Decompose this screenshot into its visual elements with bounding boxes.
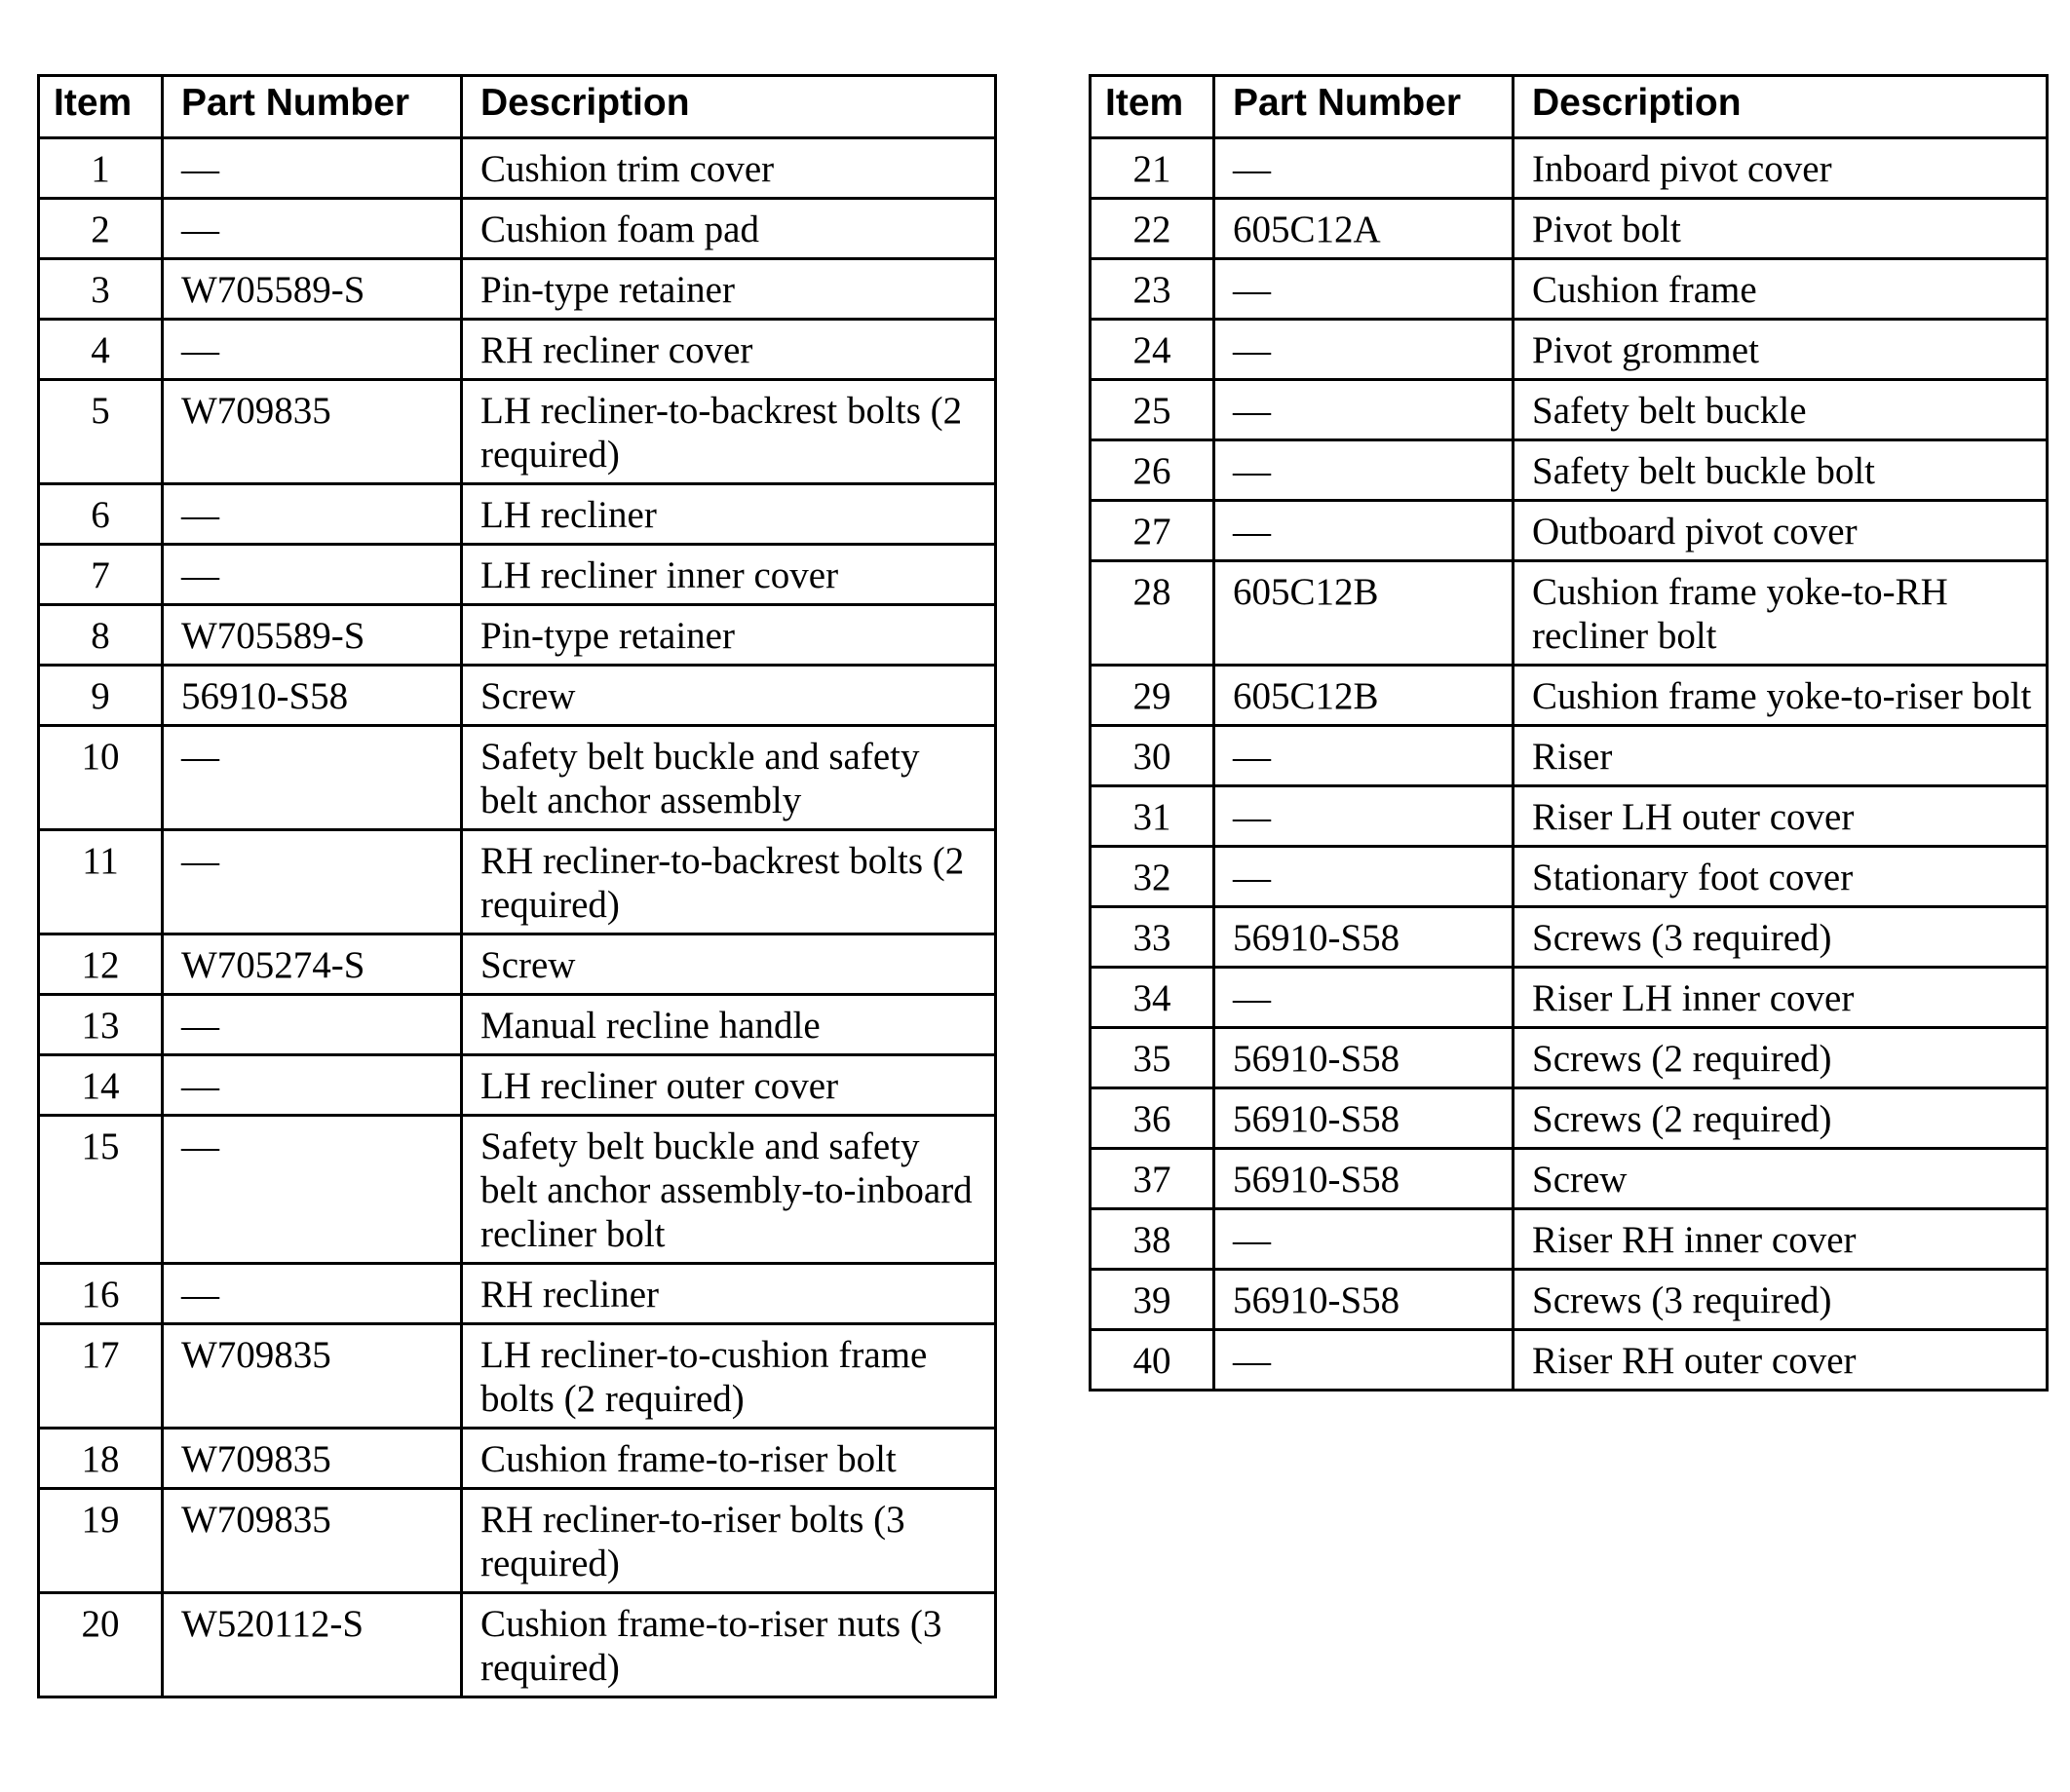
table-row [1091, 1270, 2048, 1330]
table-row [39, 1324, 996, 1429]
header-part-number: Part Number [1214, 76, 1514, 138]
part-number-cell: — [163, 1264, 462, 1324]
part-number-cell: — [163, 320, 462, 380]
item-cell: 9 [39, 666, 163, 726]
item-cell: 27 [1091, 501, 1214, 561]
description-cell: Safety belt buckle [1514, 380, 2048, 440]
item-cell: 35 [1091, 1028, 1214, 1088]
part-number-cell: — [163, 830, 462, 934]
part-number-cell: — [1214, 1330, 1514, 1391]
description-cell: Outboard pivot cover [1514, 501, 2048, 561]
description-cell: Manual recline handle [462, 995, 996, 1055]
header-part-number: Part Number [163, 76, 462, 138]
table-row [39, 995, 996, 1055]
description-cell: Cushion frame yoke-to-RH recliner bolt [1514, 561, 2048, 666]
part-number-cell: — [163, 199, 462, 259]
description-cell: LH recliner-to-cushion frame bolts (2 required) [462, 1324, 996, 1429]
part-number-cell: W709835 [163, 1489, 462, 1593]
item-cell: 15 [39, 1116, 163, 1264]
table-row [39, 1264, 996, 1324]
description-cell: LH recliner outer cover [462, 1055, 996, 1116]
description-cell: Pivot bolt [1514, 199, 2048, 259]
description-cell: Cushion frame-to-riser nuts (3 required) [462, 1593, 996, 1697]
part-number-cell: 56910-S58 [1214, 1088, 1514, 1149]
table-row [39, 726, 996, 830]
table-row [39, 1429, 996, 1489]
table-row [1091, 1088, 2048, 1149]
table-row [1091, 1028, 2048, 1088]
item-cell: 32 [1091, 847, 1214, 907]
description-cell: Screw [462, 666, 996, 726]
description-cell: Screw [1514, 1149, 2048, 1209]
item-cell: 26 [1091, 440, 1214, 501]
part-number-cell: — [1214, 320, 1514, 380]
part-number-cell: 56910-S58 [1214, 907, 1514, 968]
table-row [1091, 847, 2048, 907]
item-cell: 28 [1091, 561, 1214, 666]
part-number-cell: — [1214, 726, 1514, 786]
item-cell: 17 [39, 1324, 163, 1429]
description-cell: Cushion frame [1514, 259, 2048, 320]
description-cell: Screws (3 required) [1514, 907, 2048, 968]
item-cell: 33 [1091, 907, 1214, 968]
part-number-cell: 56910-S58 [1214, 1270, 1514, 1330]
description-cell: RH recliner [462, 1264, 996, 1324]
description-cell: Stationary foot cover [1514, 847, 2048, 907]
description-cell: Inboard pivot cover [1514, 138, 2048, 199]
item-cell: 39 [1091, 1270, 1214, 1330]
table-row [39, 1055, 996, 1116]
description-cell: Pivot grommet [1514, 320, 2048, 380]
description-cell: Riser LH outer cover [1514, 786, 2048, 847]
part-number-cell: 605C12A [1214, 199, 1514, 259]
description-cell: LH recliner inner cover [462, 545, 996, 605]
item-cell: 13 [39, 995, 163, 1055]
item-cell: 40 [1091, 1330, 1214, 1391]
item-cell: 20 [39, 1593, 163, 1697]
description-cell: RH recliner-to-riser bolts (3 required) [462, 1489, 996, 1593]
table-row [39, 605, 996, 666]
description-cell: Cushion frame-to-riser bolt [462, 1429, 996, 1489]
table-row [1091, 199, 2048, 259]
item-cell: 10 [39, 726, 163, 830]
parts-table-right [1089, 74, 2049, 1392]
table-row [1091, 1209, 2048, 1270]
part-number-cell: 605C12B [1214, 666, 1514, 726]
part-number-cell: W705274-S [163, 934, 462, 995]
part-number-cell: — [1214, 786, 1514, 847]
part-number-cell: W709835 [163, 1324, 462, 1429]
part-number-cell: — [1214, 501, 1514, 561]
description-cell: Pin-type retainer [462, 259, 996, 320]
part-number-cell: 56910-S58 [1214, 1149, 1514, 1209]
table-row [39, 259, 996, 320]
description-cell: Safety belt buckle and safety belt anchor assembly [462, 726, 996, 830]
item-cell: 4 [39, 320, 163, 380]
item-cell: 25 [1091, 380, 1214, 440]
part-number-cell: — [1214, 380, 1514, 440]
description-cell: Screw [462, 934, 996, 995]
part-number-cell: — [163, 484, 462, 545]
item-cell: 21 [1091, 138, 1214, 199]
description-cell: Safety belt buckle bolt [1514, 440, 2048, 501]
item-cell: 3 [39, 259, 163, 320]
table-row [1091, 380, 2048, 440]
part-number-cell: 56910-S58 [163, 666, 462, 726]
part-number-cell: — [1214, 440, 1514, 501]
table-row [39, 830, 996, 934]
description-cell: Screws (2 required) [1514, 1088, 2048, 1149]
item-cell: 5 [39, 380, 163, 484]
part-number-cell: W709835 [163, 380, 462, 484]
table-row [1091, 440, 2048, 501]
table-row [39, 666, 996, 726]
table-row [1091, 786, 2048, 847]
table-row [1091, 561, 2048, 666]
table-row [1091, 138, 2048, 199]
table-row [1091, 320, 2048, 380]
table-row [39, 934, 996, 995]
table-row [1091, 1330, 2048, 1391]
table-row [39, 320, 996, 380]
item-cell: 14 [39, 1055, 163, 1116]
description-cell: Riser [1514, 726, 2048, 786]
table-row [1091, 1149, 2048, 1209]
description-cell: RH recliner-to-backrest bolts (2 required) [462, 830, 996, 934]
description-cell: Cushion foam pad [462, 199, 996, 259]
item-cell: 38 [1091, 1209, 1214, 1270]
item-cell: 36 [1091, 1088, 1214, 1149]
description-cell: Screws (2 required) [1514, 1028, 2048, 1088]
item-cell: 34 [1091, 968, 1214, 1028]
description-cell: Riser RH inner cover [1514, 1209, 2048, 1270]
description-cell: Safety belt buckle and safety belt anchor assembly-to-inboard recliner bolt [462, 1116, 996, 1264]
item-cell: 6 [39, 484, 163, 545]
part-number-cell: 605C12B [1214, 561, 1514, 666]
part-number-cell: — [163, 726, 462, 830]
part-number-cell: — [163, 1116, 462, 1264]
item-cell: 11 [39, 830, 163, 934]
table-row [39, 1116, 996, 1264]
table-row [39, 1489, 996, 1593]
table-row [1091, 907, 2048, 968]
item-cell: 37 [1091, 1149, 1214, 1209]
description-cell: LH recliner [462, 484, 996, 545]
item-cell: 1 [39, 138, 163, 199]
header-item: Item [1091, 76, 1214, 138]
part-number-cell: — [1214, 259, 1514, 320]
description-cell: Pin-type retainer [462, 605, 996, 666]
parts-table-left [37, 74, 997, 1698]
item-cell: 18 [39, 1429, 163, 1489]
item-cell: 23 [1091, 259, 1214, 320]
header-row [39, 76, 996, 138]
description-cell: Riser RH outer cover [1514, 1330, 2048, 1391]
part-number-cell: W705589-S [163, 259, 462, 320]
table-row [39, 138, 996, 199]
description-cell: Screws (3 required) [1514, 1270, 2048, 1330]
part-number-cell: — [1214, 1209, 1514, 1270]
part-number-cell: — [1214, 968, 1514, 1028]
item-cell: 22 [1091, 199, 1214, 259]
table-row [39, 199, 996, 259]
header-row [1091, 76, 2048, 138]
header-description: Description [1514, 76, 2048, 138]
table-row [1091, 666, 2048, 726]
item-cell: 19 [39, 1489, 163, 1593]
table-row [1091, 259, 2048, 320]
table-row [1091, 501, 2048, 561]
part-number-cell: W705589-S [163, 605, 462, 666]
part-number-cell: — [163, 995, 462, 1055]
header-description: Description [462, 76, 996, 138]
item-cell: 8 [39, 605, 163, 666]
description-cell: Cushion trim cover [462, 138, 996, 199]
part-number-cell: — [1214, 847, 1514, 907]
table-row [39, 484, 996, 545]
item-cell: 24 [1091, 320, 1214, 380]
item-cell: 30 [1091, 726, 1214, 786]
table-row [39, 380, 996, 484]
part-number-cell: — [163, 545, 462, 605]
description-cell: RH recliner cover [462, 320, 996, 380]
part-number-cell: — [163, 138, 462, 199]
item-cell: 29 [1091, 666, 1214, 726]
part-number-cell: W709835 [163, 1429, 462, 1489]
description-cell: LH recliner-to-backrest bolts (2 required) [462, 380, 996, 484]
description-cell: Riser LH inner cover [1514, 968, 2048, 1028]
item-cell: 12 [39, 934, 163, 995]
item-cell: 7 [39, 545, 163, 605]
description-cell: Cushion frame yoke-to-riser bolt [1514, 666, 2048, 726]
part-number-cell: W520112-S [163, 1593, 462, 1697]
table-row [1091, 726, 2048, 786]
part-number-cell: — [163, 1055, 462, 1116]
item-cell: 31 [1091, 786, 1214, 847]
table-row [39, 545, 996, 605]
item-cell: 16 [39, 1264, 163, 1324]
table-row [39, 1593, 996, 1697]
item-cell: 2 [39, 199, 163, 259]
part-number-cell: 56910-S58 [1214, 1028, 1514, 1088]
part-number-cell: — [1214, 138, 1514, 199]
header-item: Item [39, 76, 163, 138]
table-row [1091, 968, 2048, 1028]
